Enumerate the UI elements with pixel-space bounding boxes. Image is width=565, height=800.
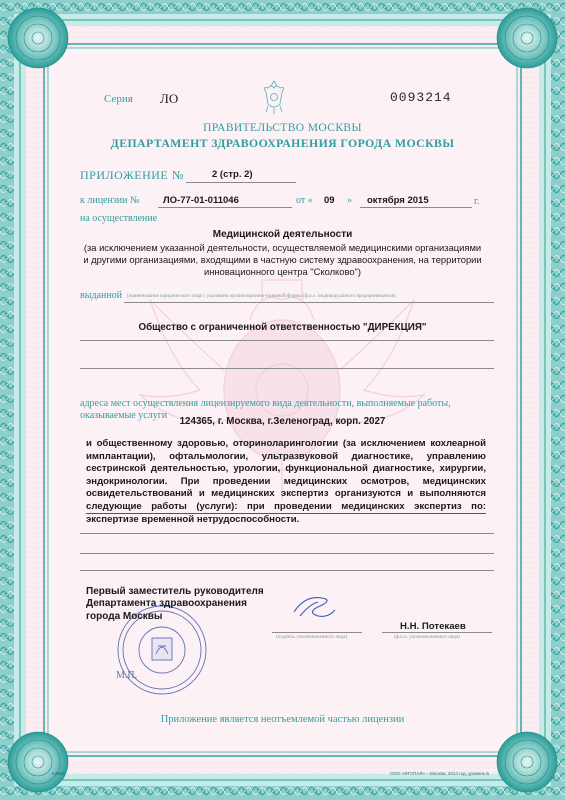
license-number: ЛО-77-01-011046 xyxy=(163,195,239,206)
address-value: 124365, г. Москва, г.Зеленоград, корп. 2027 xyxy=(179,416,386,427)
license-form-number: 0093214 xyxy=(390,90,452,105)
issued-label: выданной xyxy=(80,290,123,301)
series-value: ЛО xyxy=(160,91,179,106)
name-hint: (ф.и.о. уполномоченного лица) xyxy=(394,635,460,640)
signatory-name: Н.Н. Потекаев xyxy=(400,621,466,632)
license-day: 09 xyxy=(324,195,335,206)
form-code: 54859 xyxy=(52,771,65,776)
license-date-underline xyxy=(360,207,472,208)
issued-hint: (наименование юридического лица с указанием организационно-правовой формы (ф.и.о. индивидуального предпринимателя) xyxy=(127,294,396,299)
printer-info: ООО «ФГУПАЯ» – Москва, 2014 год, уровень Б xyxy=(390,771,490,776)
license-year-suffix: г. xyxy=(474,196,480,207)
blank-line-4 xyxy=(80,570,494,571)
address-label: адреса мест осуществления лицензируемого вида деятельности, выполняемые работы, оказываемые услуги xyxy=(80,398,451,421)
issued-underline xyxy=(124,302,494,303)
signatory-position: Первый заместитель руководителя Департамента здравоохранения города Москвы xyxy=(86,586,264,622)
license-number-underline xyxy=(158,207,292,208)
signature-hint: (подпись уполномоченного лица) xyxy=(276,635,348,640)
seal-place-mark: М.П. xyxy=(116,670,138,681)
activity-note: (за исключением указанной деятельности, осуществляемой медицинскими организациями и другими организациями, входящими в частную систему здравоохранения, на территории инновационного центра "Сколково") xyxy=(83,242,482,277)
license-month-year: октября 2015 xyxy=(367,195,429,206)
name-line xyxy=(382,632,492,633)
corner-rosette-top-right xyxy=(497,8,557,68)
organization-name: Общество с ограниченной ответственностью "ДИРЕКЦИЯ" xyxy=(138,322,427,333)
signature-line xyxy=(272,632,362,633)
appendix-label: ПРИЛОЖЕНИЕ xyxy=(80,168,169,182)
services-underline xyxy=(86,513,486,514)
government-title: ПРАВИТЕЛЬСТВО МОСКВЫ xyxy=(203,122,362,134)
license-to-label: к лицензии № xyxy=(80,195,140,206)
corner-rosette-bottom-right xyxy=(497,732,557,792)
series-label: Серия xyxy=(104,93,133,105)
services-text: и общественному здоровью, оториноларингологии (за исключением кохлеарной имплантации), офтальмологии, ультразвуковой диагностике, управлению сестринской деятельностью, урологии, функциональной диагностике, хирургии, эндокринологии. При проведении медицинских осмотров, медицинских освидетельствований и медицинских экспертиз организуются и выполняются следующие работы (услуги): при проведении медицинских экспертиз по: экспертизе временной нетрудоспособности. xyxy=(86,438,486,525)
license-from-label: от « xyxy=(296,195,313,206)
activity-title: Медицинской деятельности xyxy=(212,229,353,240)
corner-rosette-bottom-left xyxy=(8,732,68,792)
blank-line-3 xyxy=(80,553,494,554)
appendix-page-number: 2 (стр. 2) xyxy=(212,169,253,180)
organization-underline xyxy=(80,340,494,341)
license-day-close-quote: » xyxy=(347,195,352,206)
appendix-no-sign: № xyxy=(172,168,184,182)
department-title: ДЕПАРТАМЕНТ ЗДРАВООХРАНЕНИЯ ГОРОДА МОСКВЫ xyxy=(110,136,455,150)
activity-label: на осуществление xyxy=(80,213,158,224)
blank-line-2 xyxy=(80,533,494,534)
corner-rosette-top-left xyxy=(8,8,68,68)
blank-line-1 xyxy=(80,368,494,369)
footer-note: Приложение является неотъемлемой частью лицензии xyxy=(160,714,405,725)
appendix-underline xyxy=(186,182,296,183)
